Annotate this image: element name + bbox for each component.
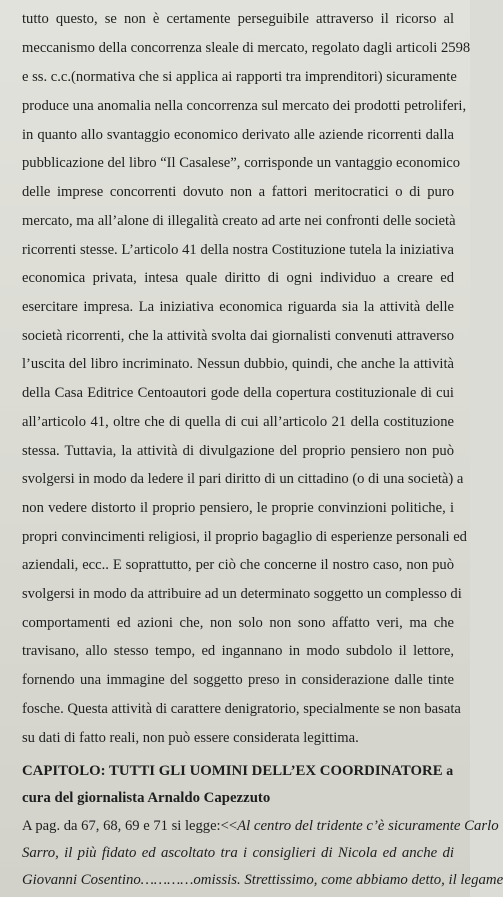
text-line: produce una anomalia nella concorrenza sul mercato dei prodotti petroliferi, bbox=[22, 98, 467, 114]
quote-line bbox=[22, 812, 499, 840]
text-line: aziendali, ecc.. E soprattutto, per ciò che concerne il nostro caso, non può bbox=[22, 557, 454, 573]
quote-text: Al centro del tridente c’è sicuramente Carlo bbox=[237, 818, 499, 834]
text-line: esercitare impresa. La iniziativa economica riguarda sia la attività delle bbox=[22, 299, 454, 315]
chapter-title-tail: a bbox=[446, 763, 454, 778]
text-line: all’articolo 41, oltre che di quella di cui all’articolo 21 della costituzione bbox=[22, 414, 454, 430]
text-line: società ricorrenti, che la attività svolta dai giornalisti convenuti attraverso bbox=[22, 328, 454, 344]
text-line: svolgersi in modo da ledere il pari diritto di un cittadino (o di una società) a bbox=[22, 471, 464, 487]
text-line: l’uscita del libro incriminato. Nessun dubbio, quindi, che anche la attività bbox=[22, 356, 454, 372]
text-line: propri convincimenti religiosi, il proprio bagaglio di esperienze personali ed bbox=[22, 529, 467, 545]
quote-text: Sarro, il più fidato ed ascoltato tra i consiglieri di Nicola ed anche di bbox=[22, 845, 454, 861]
text-line: comportamenti ed azioni che, non solo non sono affatto veri, ma che bbox=[22, 615, 454, 631]
text-line: ricorrenti stesse. L’articolo 41 della nostra Costituzione tutela la iniziativa bbox=[22, 242, 454, 258]
quote-intro: A pag. da 67, 68, 69 e 71 si legge:<< bbox=[22, 818, 238, 834]
text-line: in quanto allo svantaggio economico derivato alle aziende ricorrenti dalla bbox=[22, 127, 454, 143]
quote-line bbox=[22, 866, 503, 894]
text-line: travisano, allo stesso tempo, ed ingannano in modo subdolo il lettore, bbox=[22, 643, 454, 659]
text-line: e ss. c.c.(normativa che si applica ai rapporti tra imprenditori) sicuramente bbox=[22, 69, 457, 85]
text-line: stessa. Tuttavia, la attività di divulgazione del proprio pensiero non può bbox=[22, 443, 454, 459]
text-line: delle imprese concorrenti dovuto non a fattori meritocratici o di puro bbox=[22, 184, 454, 200]
text-line: fornendo una immagine del soggetto preso in considerazione dalle tinte bbox=[22, 672, 454, 688]
text-line: su dati di fatto reali, non può essere considerata legittima. bbox=[22, 730, 359, 746]
text-line: tutto questo, se non è certamente perseguibile attraverso il ricorso al bbox=[22, 11, 454, 27]
text-line: della Casa Editrice Centoautori gode della copertura costituzionale di cui bbox=[22, 385, 454, 401]
text-line: economica privata, intesa quale diritto di ogni individuo a creare ed bbox=[22, 270, 454, 286]
text-line: mercato, ma all’alone di illegalità creato ad arte nei confronti delle società bbox=[22, 213, 456, 229]
quote-text: Giovanni Cosentino…………omissis. Strettissimo, come abbiamo detto, il legame bbox=[22, 872, 503, 888]
text-line: non vedere distorto il proprio pensiero, le proprie convinzioni politiche, i bbox=[22, 500, 454, 516]
chapter-heading bbox=[22, 757, 454, 785]
quote-line bbox=[22, 839, 454, 867]
chapter-title: CAPITOLO: TUTTI GLI UOMINI DELL’EX COORDINATORE bbox=[22, 763, 443, 779]
chapter-subheading: cura del giornalista Arnaldo Capezzuto bbox=[22, 790, 271, 806]
text-line: meccanismo della concorrenza sleale di mercato, regolato dagli articoli 2598 bbox=[22, 40, 471, 56]
text-line: svolgersi in modo da attribuire ad un determinato soggetto un complesso di bbox=[22, 586, 462, 602]
text-line: fosche. Questa attività di carattere denigratorio, specialmente se non basata bbox=[22, 701, 461, 717]
text-line: pubblicazione del libro “Il Casalese”, corrisponde un vantaggio economico bbox=[22, 155, 461, 171]
